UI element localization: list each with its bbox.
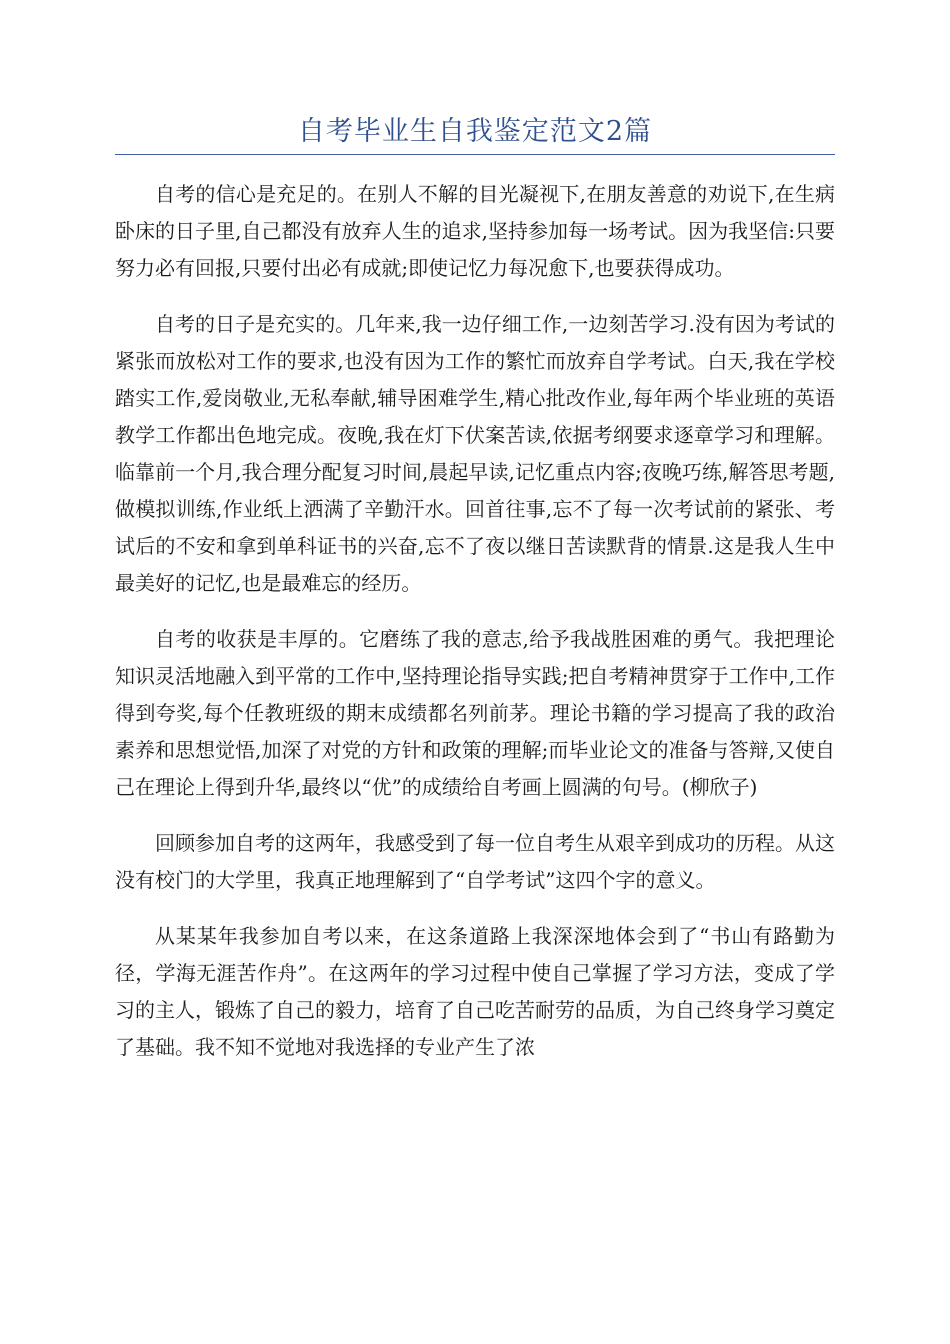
paragraph-5: 从某某年我参加自考以来，在这条道路上我深深地体会到了“书山有路勤为径，学海无涯苦作舟”。在这两年的学习过程中使自己掌握了学习方法，变成了学习的主人，锻炼了自己的毅力，培育了自己吃苦耐劳的品质，为自己终身学习奠定了基础。我不知不觉地对我选择的专业产生了浓 xyxy=(115,924,835,1059)
paragraph-1: 自考的信心是充足的。在别人不解的目光凝视下,在朋友善意的劝说下,在生病卧床的日子里,自己都没有放弃人生的追求,坚持参加每一场考试。因为我坚信:只要努力必有回报,只要付出必有成就;即使记忆力每况愈下,也要获得成功。 xyxy=(115,182,835,280)
document-body xyxy=(115,176,835,1085)
title-underline xyxy=(115,154,835,155)
paragraph-4: 回顾参加自考的这两年，我感受到了每一位自考生从艰辛到成功的历程。从这没有校门的大学里，我真正地理解到了“自学考试”这四个字的意义。 xyxy=(115,831,835,892)
paragraph-2: 自考的日子是充实的。几年来,我一边仔细工作,一边刻苦学习.没有因为考试的紧张而放松对工作的要求,也没有因为工作的繁忙而放弃自学考试。白天,我在学校踏实工作,爱岗敬业,无私奉献,辅导困难学生,精心批改作业,每年两个毕业班的英语教学工作都出色地完成。夜晚,我在灯下伏案苦读,依据考纲要求逐章学习和理解。临靠前一个月,我合理分配复习时间,晨起早读,记忆重点内容;夜晚巧练,解答思考题,做模拟训练,作业纸上洒满了辛勤汗水。回首往事,忘不了每一次考试前的紧张、考试后的不安和拿到单科证书的兴奋,忘不了夜以继日苦读默背的情景.这是我人生中最美好的记忆,也是最难忘的经历。 xyxy=(115,312,835,595)
document-title: 自考毕业生自我鉴定范文2篇 xyxy=(297,116,653,147)
paragraph-3: 自考的收获是丰厚的。它磨练了我的意志,给予我战胜困难的勇气。我把理论知识灵活地融入到平常的工作中,坚持理论指导实践;把自考精神贯穿于工作中,工作得到夸奖,每个任教班级的期末成绩都名列前茅。理论书籍的学习提高了我的政治素养和思想觉悟,加深了对党的方针和政策的理解;而毕业论文的准备与答辩,又使自己在理论上得到升华,最终以“优”的成绩给自考画上圆满的句号。(柳欣子) xyxy=(115,627,835,799)
